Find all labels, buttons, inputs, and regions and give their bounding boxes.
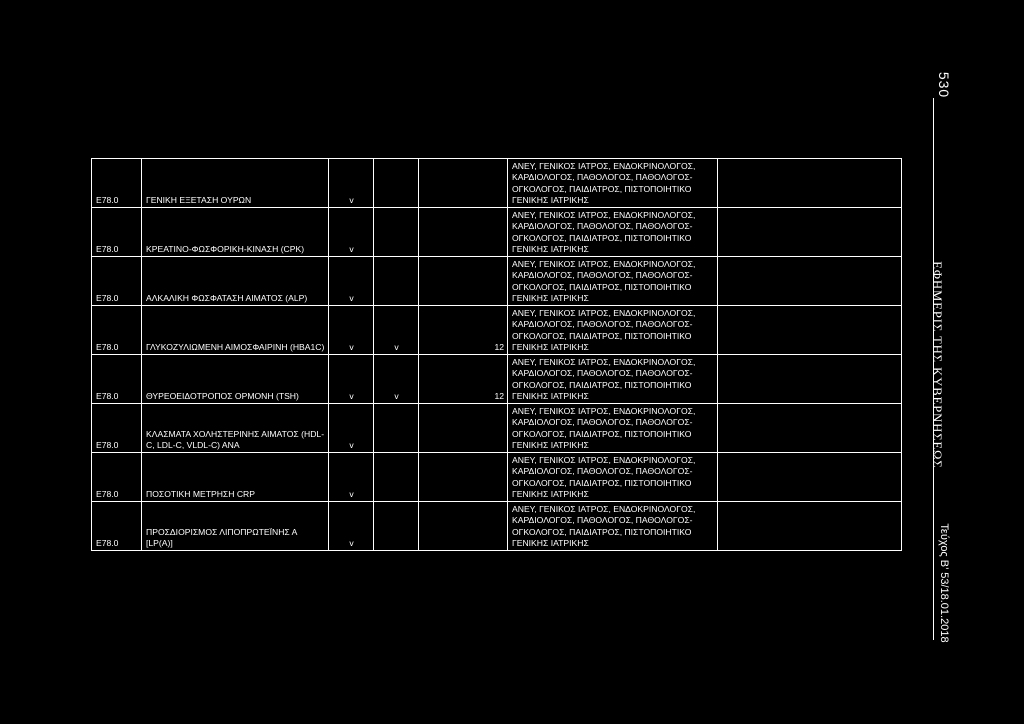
check-mark-2 (374, 404, 419, 453)
specialties: ΑΝΕΥ, ΓΕΝΙΚΟΣ ΙΑΤΡΟΣ, ΕΝΔΟΚΡΙΝΟΛΟΓΟΣ, ΚΑΡΔΙΟΛΟΓΟΣ, ΠΑΘΟΛΟΓΟΣ, ΠΑΘΟΛΟΓΟΣ-ΟΓΚΟΛΟΓΟΣ, ΠΑΙΔΙΑΤΡΟΣ, ΠΙΣΤΟΠΟΙΗΤΙΚΟ ΓΕΝΙΚΗΣ ΙΑΤΡΙΚΗΣ (508, 208, 718, 257)
table-row (92, 208, 902, 257)
empty-cell (718, 208, 902, 257)
empty-cell (718, 502, 902, 551)
check-mark-1: v (329, 208, 374, 257)
check-mark-1: v (329, 257, 374, 306)
exam-description: ΠΟΣΟΤΙΚΗ ΜΕΤΡΗΣΗ CRP (142, 453, 329, 502)
frequency-value (419, 159, 508, 208)
check-mark-2: v (374, 355, 419, 404)
exam-description: ΘΥΡΕΟΕΙΔΟΤΡΟΠΟΣ ΟΡΜΟΝΗ (TSH) (142, 355, 329, 404)
specialties: ΑΝΕΥ, ΓΕΝΙΚΟΣ ΙΑΤΡΟΣ, ΕΝΔΟΚΡΙΝΟΛΟΓΟΣ, ΚΑΡΔΙΟΛΟΓΟΣ, ΠΑΘΟΛΟΓΟΣ, ΠΑΘΟΛΟΓΟΣ-ΟΓΚΟΛΟΓΟΣ, ΠΑΙΔΙΑΤΡΟΣ, ΠΙΣΤΟΠΟΙΗΤΙΚΟ ΓΕΝΙΚΗΣ ΙΑΤΡΙΚΗΣ (508, 453, 718, 502)
specialties: ΑΝΕΥ, ΓΕΝΙΚΟΣ ΙΑΤΡΟΣ, ΕΝΔΟΚΡΙΝΟΛΟΓΟΣ, ΚΑΡΔΙΟΛΟΓΟΣ, ΠΑΘΟΛΟΓΟΣ, ΠΑΘΟΛΟΓΟΣ-ΟΓΚΟΛΟΓΟΣ, ΠΑΙΔΙΑΤΡΟΣ, ΠΙΣΤΟΠΟΙΗΤΙΚΟ ΓΕΝΙΚΗΣ ΙΑΤΡΙΚΗΣ (508, 306, 718, 355)
frequency-value (419, 502, 508, 551)
exam-description: ΓΕΝΙΚΗ ΕΞΕΤΑΣΗ ΟΥΡΩΝ (142, 159, 329, 208)
empty-cell (718, 453, 902, 502)
exam-description: ΚΡΕΑΤΙΝΟ-ΦΩΣΦΟΡΙΚΗ-ΚΙΝΑΣΗ (CPK) (142, 208, 329, 257)
empty-cell (718, 355, 902, 404)
check-mark-2: v (374, 306, 419, 355)
frequency-value: 12 (419, 306, 508, 355)
table-row (92, 306, 902, 355)
issue-info: Τεύχος Β’ 53/18.01.2018 (938, 523, 950, 643)
icd-code: E78.0 (92, 306, 142, 355)
check-mark-1: v (329, 306, 374, 355)
table-row (92, 257, 902, 306)
frequency-value (419, 404, 508, 453)
journal-title: ΕΦΗΜΕΡΙΣ ΤΗΣ ΚΥΒΕΡΝΗΣΕΩΣ (930, 261, 944, 469)
check-mark-2 (374, 453, 419, 502)
check-mark-2 (374, 257, 419, 306)
frequency-value (419, 453, 508, 502)
frequency-value: 12 (419, 355, 508, 404)
specialties: ΑΝΕΥ, ΓΕΝΙΚΟΣ ΙΑΤΡΟΣ, ΕΝΔΟΚΡΙΝΟΛΟΓΟΣ, ΚΑΡΔΙΟΛΟΓΟΣ, ΠΑΘΟΛΟΓΟΣ, ΠΑΘΟΛΟΓΟΣ-ΟΓΚΟΛΟΓΟΣ, ΠΑΙΔΙΑΤΡΟΣ, ΠΙΣΤΟΠΟΙΗΤΙΚΟ ΓΕΝΙΚΗΣ ΙΑΤΡΙΚΗΣ (508, 502, 718, 551)
icd-code: E78.0 (92, 208, 142, 257)
table-row (92, 502, 902, 551)
specialties: ΑΝΕΥ, ΓΕΝΙΚΟΣ ΙΑΤΡΟΣ, ΕΝΔΟΚΡΙΝΟΛΟΓΟΣ, ΚΑΡΔΙΟΛΟΓΟΣ, ΠΑΘΟΛΟΓΟΣ, ΠΑΘΟΛΟΓΟΣ-ΟΓΚΟΛΟΓΟΣ, ΠΑΙΔΙΑΤΡΟΣ, ΠΙΣΤΟΠΟΙΗΤΙΚΟ ΓΕΝΙΚΗΣ ΙΑΤΡΙΚΗΣ (508, 159, 718, 208)
exam-description: ΓΛΥΚΟΖΥΛΙΩΜΕΝΗ ΑΙΜΟΣΦΑΙΡΙΝΗ (HBA1C) (142, 306, 329, 355)
empty-cell (718, 306, 902, 355)
check-mark-1: v (329, 159, 374, 208)
exam-description: ΚΛΑΣΜΑΤΑ ΧΟΛΗΣΤΕΡΙΝΗΣ ΑΙΜΑΤΟΣ (HDL-C, LDL-C, VLDL-C) ΑΝΑ (142, 404, 329, 453)
check-mark-2 (374, 208, 419, 257)
exam-table (91, 158, 902, 551)
exam-description: ΠΡΟΣΔΙΟΡΙΣΜΟΣ ΛΙΠΟΠΡΩΤΕΪΝΗΣ Α [LP(A)] (142, 502, 329, 551)
icd-code: E78.0 (92, 257, 142, 306)
page-number: 530 (936, 71, 952, 99)
empty-cell (718, 159, 902, 208)
table-row (92, 355, 902, 404)
table-row (92, 159, 902, 208)
icd-code: E78.0 (92, 453, 142, 502)
empty-cell (718, 257, 902, 306)
icd-code: E78.0 (92, 355, 142, 404)
check-mark-1: v (329, 404, 374, 453)
frequency-value (419, 257, 508, 306)
icd-code: E78.0 (92, 159, 142, 208)
check-mark-2 (374, 159, 419, 208)
frequency-value (419, 208, 508, 257)
icd-code: E78.0 (92, 404, 142, 453)
specialties: ΑΝΕΥ, ΓΕΝΙΚΟΣ ΙΑΤΡΟΣ, ΕΝΔΟΚΡΙΝΟΛΟΓΟΣ, ΚΑΡΔΙΟΛΟΓΟΣ, ΠΑΘΟΛΟΓΟΣ, ΠΑΘΟΛΟΓΟΣ-ΟΓΚΟΛΟΓΟΣ, ΠΑΙΔΙΑΤΡΟΣ, ΠΙΣΤΟΠΟΙΗΤΙΚΟ ΓΕΝΙΚΗΣ ΙΑΤΡΙΚΗΣ (508, 257, 718, 306)
check-mark-1: v (329, 453, 374, 502)
specialties: ΑΝΕΥ, ΓΕΝΙΚΟΣ ΙΑΤΡΟΣ, ΕΝΔΟΚΡΙΝΟΛΟΓΟΣ, ΚΑΡΔΙΟΛΟΓΟΣ, ΠΑΘΟΛΟΓΟΣ, ΠΑΘΟΛΟΓΟΣ-ΟΓΚΟΛΟΓΟΣ, ΠΑΙΔΙΑΤΡΟΣ, ΠΙΣΤΟΠΟΙΗΤΙΚΟ ΓΕΝΙΚΗΣ ΙΑΤΡΙΚΗΣ (508, 355, 718, 404)
specialties: ΑΝΕΥ, ΓΕΝΙΚΟΣ ΙΑΤΡΟΣ, ΕΝΔΟΚΡΙΝΟΛΟΓΟΣ, ΚΑΡΔΙΟΛΟΓΟΣ, ΠΑΘΟΛΟΓΟΣ, ΠΑΘΟΛΟΓΟΣ-ΟΓΚΟΛΟΓΟΣ, ΠΑΙΔΙΑΤΡΟΣ, ΠΙΣΤΟΠΟΙΗΤΙΚΟ ΓΕΝΙΚΗΣ ΙΑΤΡΙΚΗΣ (508, 404, 718, 453)
empty-cell (718, 404, 902, 453)
icd-code: E78.0 (92, 502, 142, 551)
check-mark-1: v (329, 502, 374, 551)
check-mark-1: v (329, 355, 374, 404)
table-row (92, 404, 902, 453)
table-row (92, 453, 902, 502)
exam-description: ΑΛΚΑΛΙΚΗ ΦΩΣΦΑΤΑΣΗ ΑΙΜΑΤΟΣ (ALP) (142, 257, 329, 306)
check-mark-2 (374, 502, 419, 551)
